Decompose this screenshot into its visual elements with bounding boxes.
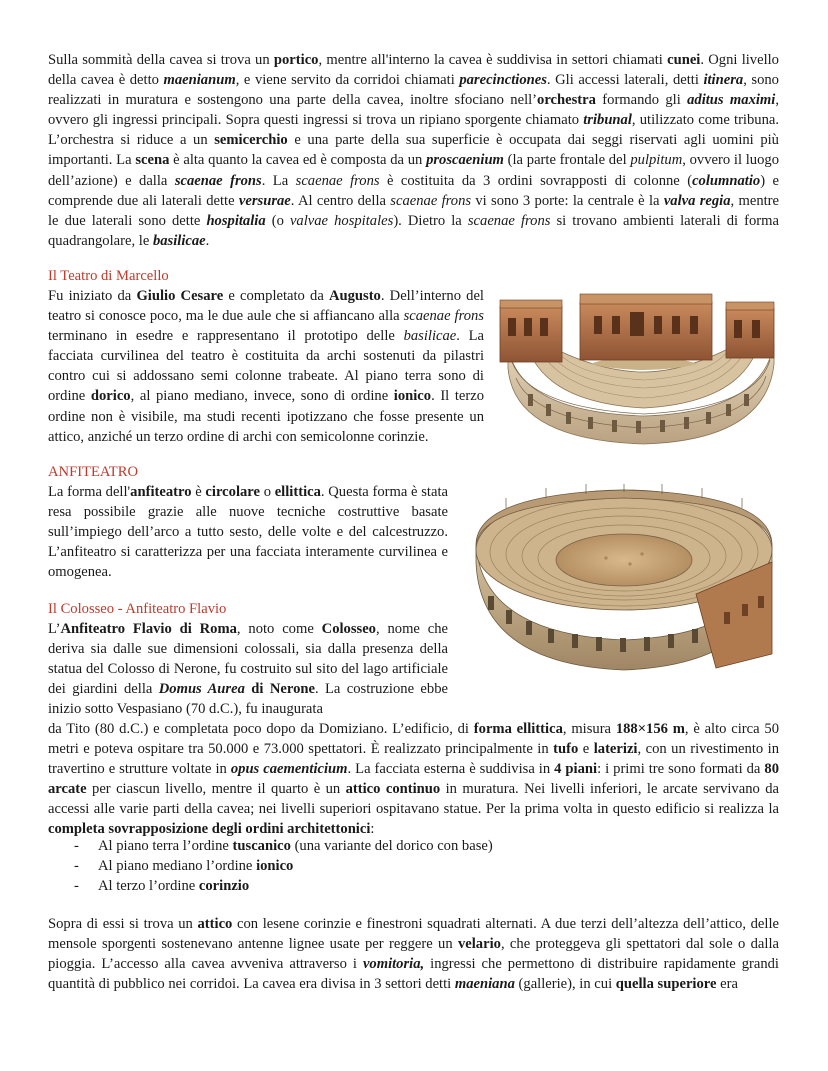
paragraph-cavea: Sulla sommità della cavea si trova un portico, mentre all'interno la cavea è suddivisa in settori chiamati cunei. Ogni livello della cavea è detto maenianum, e viene servito da corridoi chiamati parecinctiones. Gli accessi laterali, detti itinera, sono realizzati in muratura e sostengono una parte della cavea, inoltre sfociano nell’orchestra formando gli aditus maximi, ovvero gli ingressi principali. Sopra questi ingressi si trova un ripiano sporgente chiamato tribunal, utilizzato come tribuna. L’orchestra si riduce a un semicerchio e una parte della sua superficie è occupata dai seggi riservati agli uomini più importanti. La scena è alta quanto la cavea ed è composta da un proscaenium (la parte frontale del pulpitum, ovvero il luogo dell’azione) e dalla scaenae frons. La scaenae frons è costituita da 3 ordini sovrapposti di colonne (columnatio) e comprende due ali laterali dette versurae. Al centro della scaenae frons vi sono 3 porte: la centrale è la valva regia, mentre le due laterali sono dette hospitalia (o valvae hospitales). Dietro la scaenae frons si trovano ambienti laterali di forma quadrangolare, le basilicae.: [48, 52, 780, 249]
paragraph-teatro-marcello: Fu iniziato da Giulio Cesare e completato da Augusto. Dell’interno del teatro si conosce poco, ma le due aule che si affiancano alla scaenae frons terminano in esedre e rappresentano il prototipo delle basilicae. La facciata curvilinea del teatro è costituita da archi sostenuti da pilastri contro cui si addossano semi colonne trabeate. Al piano terra sono di ordine dorico, al piano mediano, invece, sono di ordine ionico. Il terzo ordine non è visibile, ma studi recenti ipotizzano che fosse presente un attico, anziché un terzo ordine di archi con semicolonne corinzie.: [48, 288, 484, 445]
paragraph-colosseo-details: da Tito (80 d.C.) e completata poco dopo da Domiziano. L’edificio, di forma ellittica, misura 188×156 m, è alto circa 50 metri e poteva ospitare tra 50.000 e 73.000 spettatori. È realizzato principalmente in tufo e laterizi, con un rivestimento in travertino e strutture voltate in opus caementicium. La facciata esterna è suddivisa in 4 piani: i primi tre sono formati da 80 arcate per ciascun livello, mentre il quarto è un attico continuo in muratura. Nei livelli inferiori, le arcate servivano da accessi alle varie parti della cavea; nei livelli superiori ospitavano statue. Per la prima volta in questo edificio si realizza la completa sovrapposizione degli ordini architettonici:: [48, 721, 780, 838]
heading-teatro-marcello: Il Teatro di Marcello: [48, 268, 169, 284]
list-item: - Al terzo l’ordine corinzio: [48, 876, 493, 896]
paragraph-anfiteatro: La forma dell'anfiteatro è circolare o ellittica. Questa forma è stata resa possibile grazie alle nuove tecniche costruttive basate sull’impiego dell’arco a tutto sesto, delle volte e del calcestruzzo. L’anfiteatro si caratterizza per una facciata interamente curvilinea e omogenea.: [48, 484, 448, 581]
heading-colosseo: Il Colosseo - Anfiteatro Flavio: [48, 601, 227, 617]
theater-illustration: [494, 272, 780, 447]
paragraph-attico: Sopra di essi si trova un attico con lesene corinzie e finestroni squadrati alternati. A due terzi dell’altezza dell’attico, delle mensole sporgenti sostenevano antenne lignee usate per reggere un velario, che proteggeva gli spettatori dal sole o dalla pioggia. L’accesso alla cavea avveniva attraverso i vomitoria, ingressi che permettono di distribuire rapidamente grandi quantità di pubblico nei corridoi. La cavea era divisa in 3 settori detti maeniana (gallerie), in cui quella superiore era: [48, 916, 779, 993]
colosseum-illustration: [466, 484, 782, 676]
list-item: - Al piano mediano l’ordine ionico: [48, 856, 493, 876]
heading-anfiteatro: ANFITEATRO: [48, 464, 138, 480]
theater-of-marcellus-icon: [494, 272, 780, 447]
colosseum-icon: [466, 484, 782, 676]
paragraph-colosseo-intro: L’Anfiteatro Flavio di Roma, noto come Colosseo, nome che deriva sia dalle sue dimensioni colossali, sia dalla presenza della statua del Colosso di Nerone, fu costruito sul sito del lago artificiale dei giardini della Domus Aurea di Nerone. La costruzione ebbe inizio sotto Vespasiano (70 d.C.), fu inaugurata: [48, 621, 448, 718]
orders-list: [48, 836, 493, 896]
list-item: - Al piano terra l’ordine tuscanico (una variante del dorico con base): [48, 836, 493, 856]
